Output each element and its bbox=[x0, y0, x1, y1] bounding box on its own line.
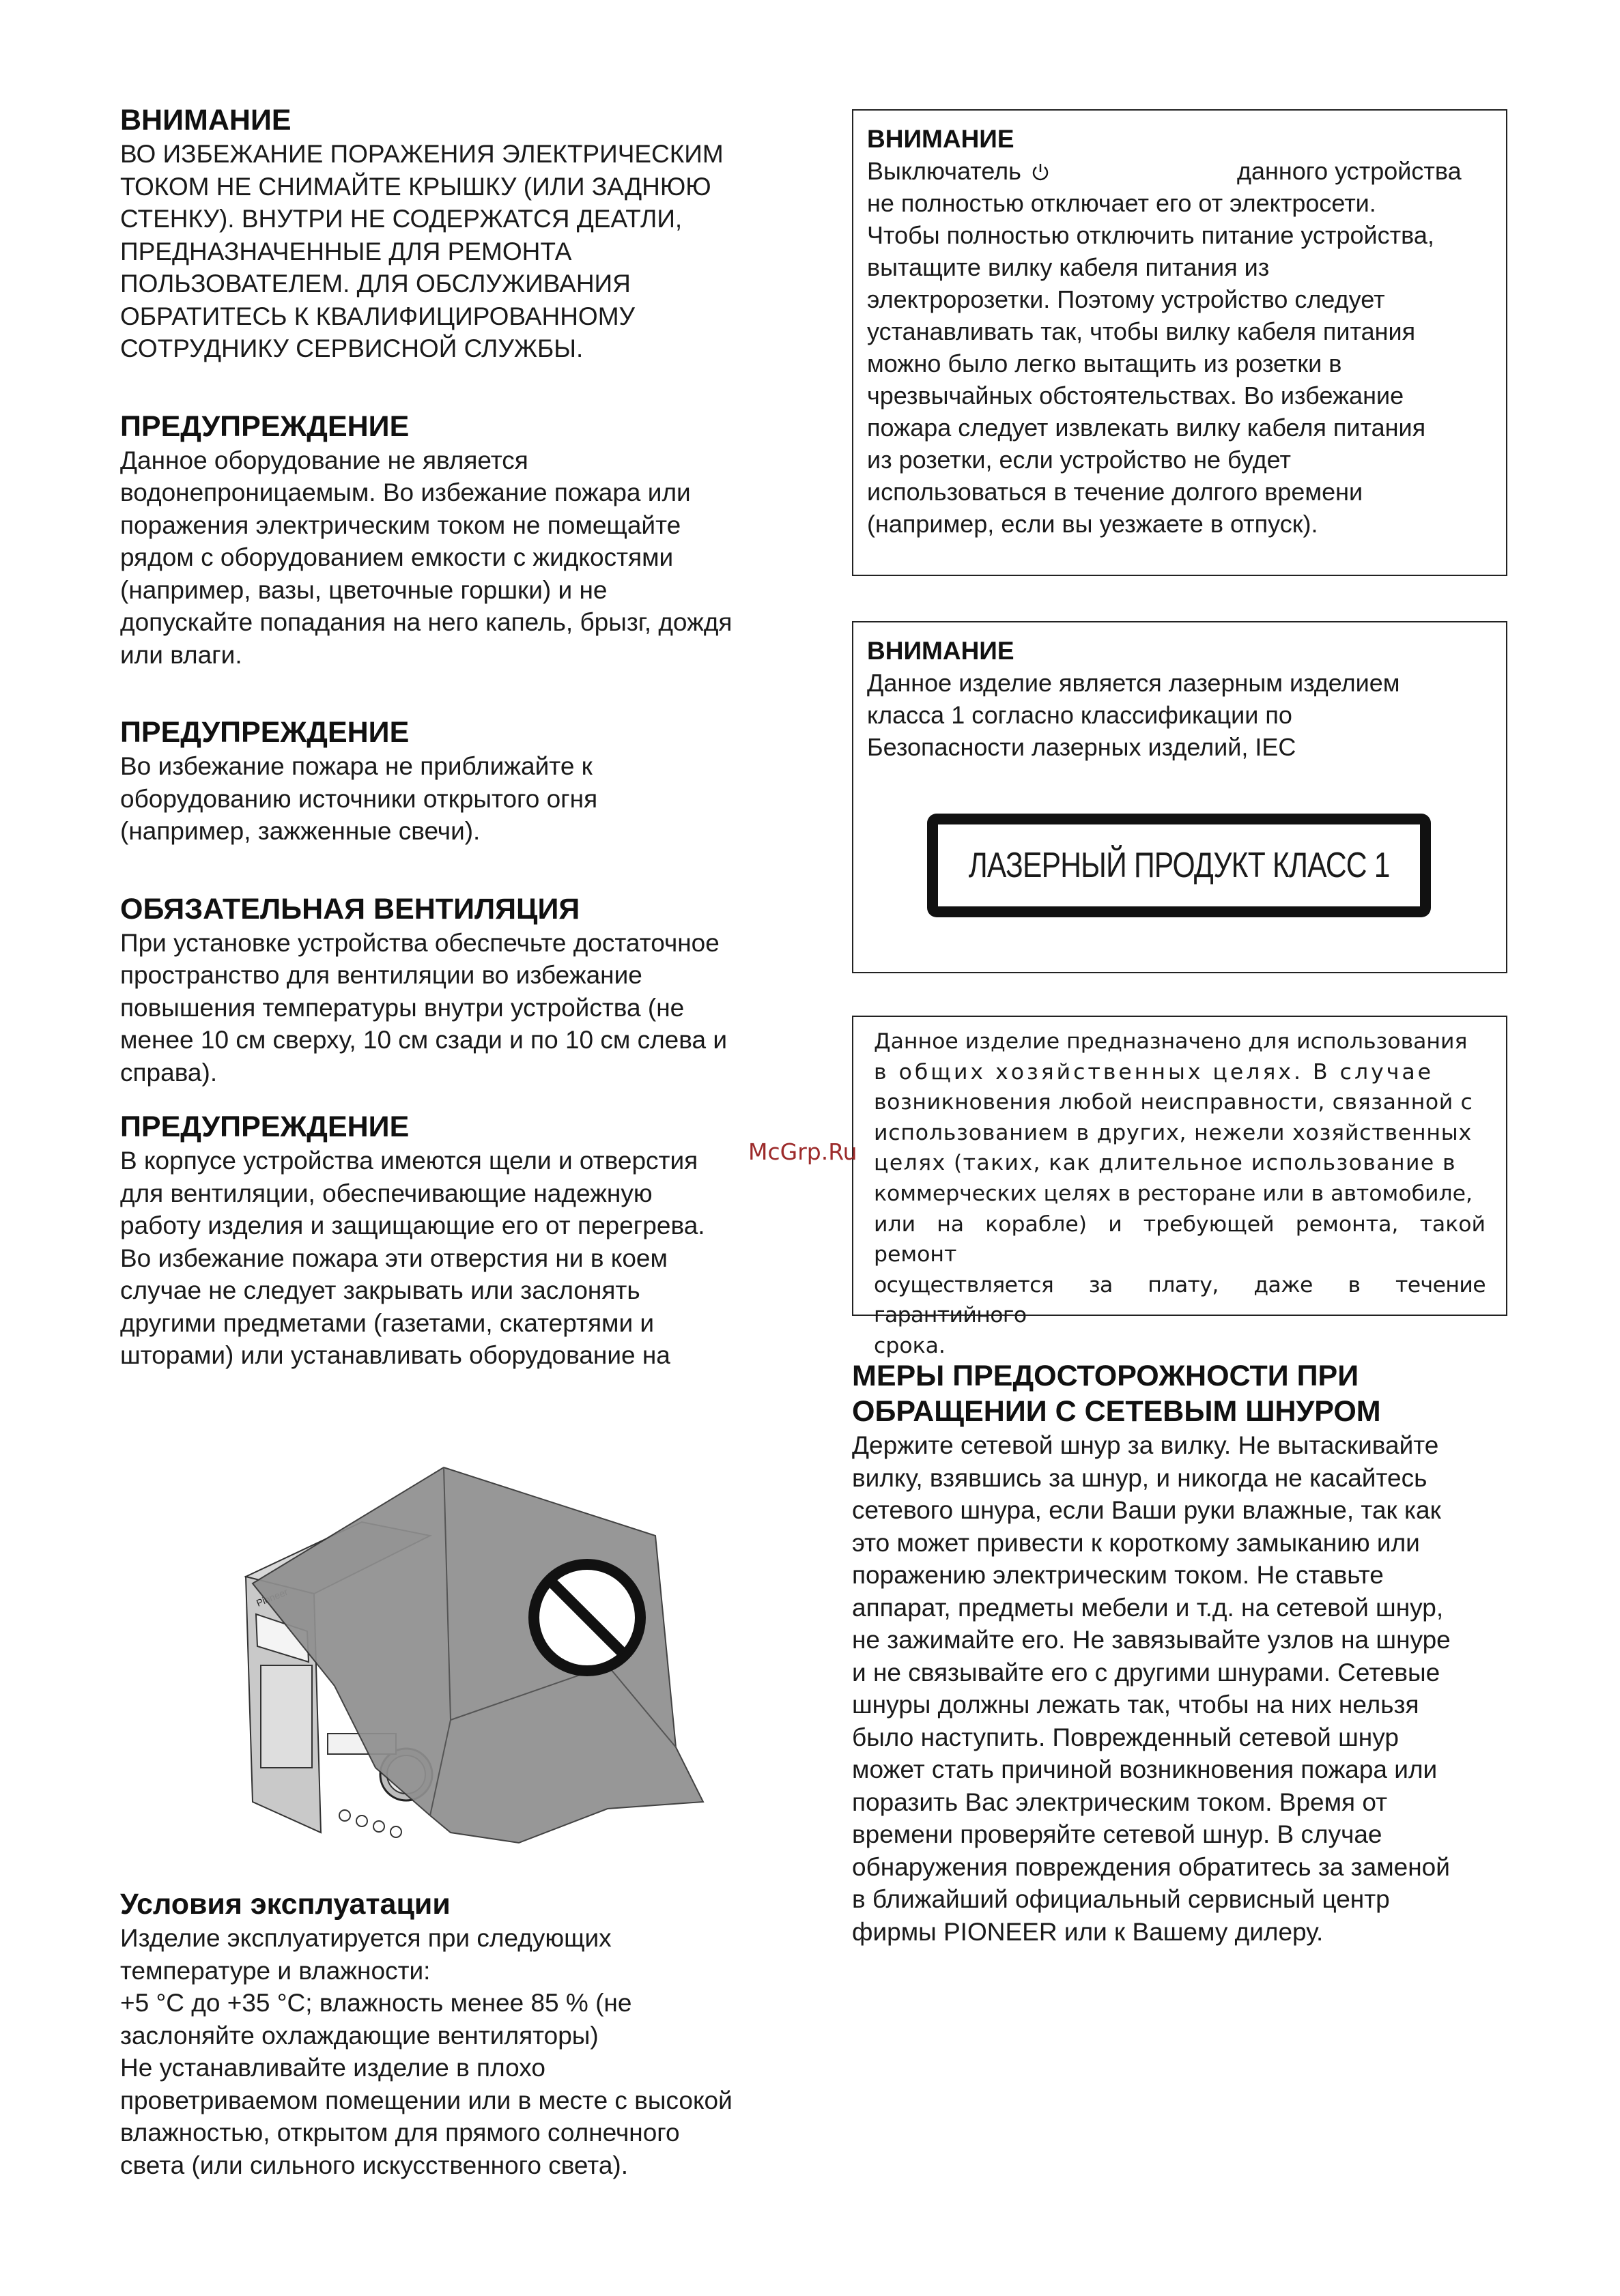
text-line: справа). bbox=[120, 1058, 218, 1087]
text-line: Безопасности лазерных изделий, IEC bbox=[867, 733, 1296, 761]
section-warning-water bbox=[120, 409, 789, 672]
text-line: менее 10 см сверху, 10 см сзади и по 10 см слева и bbox=[120, 1026, 728, 1054]
text-line: другими предметами (газетами, скатертями и bbox=[120, 1308, 655, 1337]
text-line: ТОКОМ НЕ СНИМАЙТЕ КРЫШКУ (ИЛИ ЗАДНЮЮ bbox=[120, 172, 711, 201]
text-line: водонепроницаемым. Во избежание пожара или bbox=[120, 478, 691, 506]
text-line: ПРЕДНАЗНАЧЕННЫЕ ДЛЯ РЕМОНТА bbox=[120, 237, 572, 266]
text-line: может стать причиной возникновения пожара или bbox=[852, 1755, 1438, 1783]
heading: Условия эксплуатации bbox=[120, 1888, 451, 1921]
text-line: и не связывайте его с другими шнурами. Сетевые bbox=[852, 1658, 1440, 1687]
text-line: работу изделия и защищающие его от перегрева. bbox=[120, 1211, 705, 1239]
text-line: ОБРАТИТЕСЬ К КВАЛИФИЦИРОВАННОМУ bbox=[120, 302, 636, 330]
text-line: СТЕНКУ). ВНУТРИ НЕ СОДЕРЖАТСЯ ДЕАТЛИ, bbox=[120, 205, 683, 233]
text-line: электророзетки. Поэтому устройство следует bbox=[867, 285, 1385, 313]
left-column bbox=[120, 102, 789, 1372]
text-line: оборудованию источники открытого огня bbox=[120, 784, 598, 813]
text-line: пространство для вентиляции во избежание bbox=[120, 961, 642, 989]
text-line: Во избежание пожара эти отверстия ни в коем bbox=[120, 1244, 668, 1272]
text-line: СОТРУДНИКУ СЕРВИСНОЙ СЛУЖБЫ. bbox=[120, 334, 584, 362]
heading: ПРЕДУПРЕЖДЕНИЕ bbox=[120, 1110, 410, 1143]
text-line: температуре и влажности: bbox=[120, 1956, 431, 1985]
text-line: (например, вазы, цветочные горшки) и не bbox=[120, 575, 608, 604]
laser-class-label bbox=[927, 814, 1431, 917]
text-line: коммерческих целях в ресторане или в автомобиле, bbox=[874, 1181, 1473, 1206]
text-line: Во избежание пожара не приближайте к bbox=[120, 752, 593, 780]
heading: ВНИМАНИЕ bbox=[867, 125, 1014, 153]
text-fragment: Выключатель bbox=[867, 157, 1021, 185]
heading: ПРЕДУПРЕЖДЕНИЕ bbox=[120, 410, 410, 443]
covered-device-illustration bbox=[225, 1461, 730, 1870]
text-line: заслоняйте охлаждающие вентиляторы) bbox=[120, 2021, 599, 2050]
text-line: это может привести к короткому замыканию или bbox=[852, 1528, 1420, 1557]
text-line: Держите сетевой шнур за вилку. Не вытаскивайте bbox=[852, 1431, 1439, 1459]
text-line: можно было легко вытащить из розетки в bbox=[867, 349, 1342, 377]
text-line: использованием в других, нежели хозяйственных bbox=[874, 1120, 1472, 1145]
heading: ОБРАЩЕНИИ С СЕТЕВЫМ ШНУРОМ bbox=[852, 1395, 1381, 1428]
usage-notice-box bbox=[852, 1016, 1507, 1358]
text-line: не полностью отключает его от электросети. bbox=[867, 189, 1376, 217]
prohibition-icon bbox=[534, 1564, 640, 1671]
section-power-cord bbox=[852, 1358, 1521, 1948]
text-line bbox=[867, 155, 1492, 187]
text-line: Данное оборудование не является bbox=[120, 446, 528, 474]
attention-power-box bbox=[852, 109, 1507, 576]
heading: ПРЕДУПРЕЖДЕНИЕ bbox=[120, 716, 410, 749]
text-line: для вентиляции, обеспечивающие надежную bbox=[120, 1179, 653, 1207]
watermark-link[interactable]: McGrp.Ru bbox=[748, 1138, 857, 1165]
text-line: шторами) или устанавливать оборудование на bbox=[120, 1341, 670, 1369]
laser-class-label-text: ЛАЗЕРНЫЙ ПРОДУКТ КЛАСС 1 bbox=[968, 846, 1390, 885]
section-operating-conditions bbox=[120, 1886, 789, 2181]
text-line: (например, зажженные свечи). bbox=[120, 817, 481, 845]
text-line: класса 1 согласно классификации по bbox=[867, 701, 1292, 729]
text-line: сетевого шнура, если Ваши руки влажные, так как bbox=[852, 1496, 1441, 1524]
text-line: света (или сильного искусственного света). bbox=[120, 2151, 628, 2179]
text-line: из розетки, если устройство не будет bbox=[867, 446, 1291, 474]
text-line: не зажимайте его. Не завязывайте узлов на шнуре bbox=[852, 1626, 1451, 1654]
section-attention bbox=[120, 102, 789, 365]
heading: ОБЯЗАТЕЛЬНАЯ ВЕНТИЛЯЦИЯ bbox=[120, 892, 580, 925]
text-fragment: данного устройства bbox=[1236, 157, 1462, 185]
text-line: чрезвычайных обстоятельствах. Во избежание bbox=[867, 382, 1404, 410]
text-line: Не устанавливайте изделие в плохо bbox=[120, 2054, 545, 2082]
text-line: допускайте попадания на него капель, брызг, дождя bbox=[120, 608, 733, 636]
text-line: поразить Вас электрическим током. Время от bbox=[852, 1788, 1388, 1816]
text-line: вилку, взявшись за шнур, и никогда не касайтесь bbox=[852, 1463, 1427, 1492]
text-line: рядом с оборудованием емкости с жидкостями bbox=[120, 543, 674, 571]
text-line: Чтобы полностью отключить питание устройства, bbox=[867, 221, 1434, 249]
text-line: (например, если вы уезжаете в отпуск). bbox=[867, 510, 1318, 538]
text-line: или на корабле) и требующей ремонта, такой ремонт bbox=[874, 1211, 1486, 1267]
text-line: обнаружения повреждения обратитесь за заменой bbox=[852, 1852, 1450, 1881]
section-ventilation bbox=[120, 891, 789, 1089]
text-line: ПОЛЬЗОВАТЕЛЕМ. ДЛЯ ОБСЛУЖИВАНИЯ bbox=[120, 270, 631, 298]
text-line: целях (таких, как длительное использование в bbox=[874, 1151, 1456, 1176]
text-line: аппарат, предметы мебели и т.д. на сетевой шнур, bbox=[852, 1593, 1444, 1622]
section-warning-fire bbox=[120, 715, 789, 848]
text-line: повышения температуры внутри устройства (не bbox=[120, 993, 685, 1022]
text-line: было наступить. Поврежденный сетевой шнур bbox=[852, 1723, 1399, 1751]
text-line: пожара следует извлекать вилку кабеля питания bbox=[867, 414, 1426, 442]
text-line: проветриваемом помещении или в месте с высокой bbox=[120, 2086, 733, 2114]
text-line: Данное изделие предназначено для использования bbox=[874, 1029, 1468, 1054]
text-line: Изделие эксплуатируется при следующих bbox=[120, 1924, 612, 1952]
power-icon bbox=[1031, 162, 1050, 182]
text-line: ВО ИЗБЕЖАНИЕ ПОРАЖЕНИЯ ЭЛЕКТРИЧЕСКИМ bbox=[120, 140, 724, 168]
text-line: использоваться в течение долгого времени bbox=[867, 478, 1363, 506]
text-line: срока. bbox=[874, 1333, 946, 1358]
text-line: осуществляется за плату, даже в течение гарантийного bbox=[874, 1272, 1486, 1328]
attention-laser-box bbox=[852, 621, 1507, 973]
text-line: поражению электрическим током. Не ставьте bbox=[852, 1561, 1384, 1589]
text-line: При установке устройства обеспечьте достаточное bbox=[120, 928, 720, 957]
text-line: Данное изделие является лазерным изделием bbox=[867, 669, 1400, 697]
text-line: возникновения любой неисправности, связанной с bbox=[874, 1090, 1473, 1115]
heading: ВНИМАНИЕ bbox=[120, 104, 292, 137]
text-line: в ближайший официальный сервисный центр bbox=[852, 1885, 1390, 1913]
text-line: устанавливать так, чтобы вилку кабеля питания bbox=[867, 317, 1416, 345]
text-line: вытащите вилку кабеля питания из bbox=[867, 253, 1270, 281]
text-line: шнуры должны лежать так, чтобы на них нельзя bbox=[852, 1691, 1419, 1719]
text-line: влажностью, открытом для прямого солнечного bbox=[120, 2119, 680, 2147]
text-line: или влаги. bbox=[120, 640, 242, 669]
text-line: +5 °C до +35 °C; влажность менее 85 % (не bbox=[120, 1989, 632, 2017]
text-line: фирмы PIONEER или к Вашему дилеру. bbox=[852, 1917, 1324, 1946]
text-line: В корпусе устройства имеются щели и отверстия bbox=[120, 1147, 698, 1175]
section-warning-vents bbox=[120, 1109, 789, 1372]
heading: ВНИМАНИЕ bbox=[867, 637, 1014, 665]
text-line: случае не следует закрывать или заслонять bbox=[120, 1276, 640, 1304]
text-line: в общих хозяйственных целях. В случае bbox=[874, 1059, 1434, 1085]
text-line: времени проверяйте сетевой шнур. В случае bbox=[852, 1820, 1382, 1848]
text-line: поражения электрическим током не помещайте bbox=[120, 511, 681, 539]
heading: МЕРЫ ПРЕДОСТОРОЖНОСТИ ПРИ bbox=[852, 1360, 1359, 1392]
